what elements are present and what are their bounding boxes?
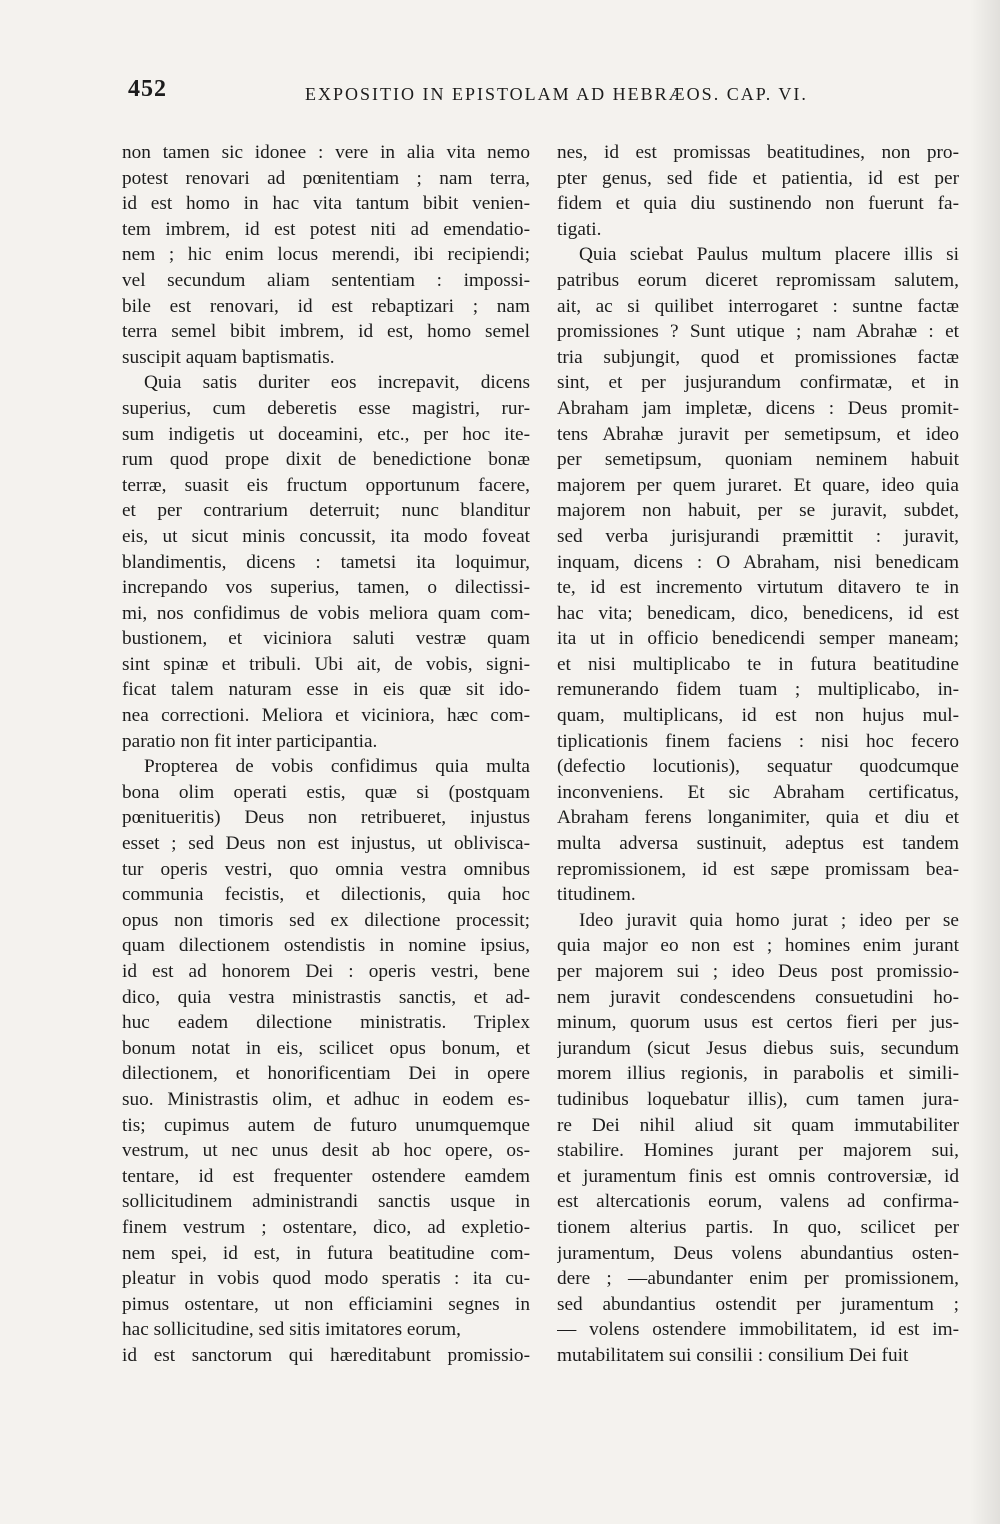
right-text-column xyxy=(557,140,959,1369)
text-line: hac vita; benedicam, dico, benedicens, id est xyxy=(557,602,959,624)
text-line: terra semel bibit imbrem, id est, homo semel xyxy=(122,321,530,343)
text-line: sed verba jurisjurandi præmittit : juravit, xyxy=(557,525,959,547)
text-line: inconveniens. Et sic Abraham certificatus, xyxy=(557,781,959,803)
text-line: potest renovari ad pœnitentiam ; nam terra, xyxy=(122,167,530,189)
running-title: EXPOSITIO IN EPISTOLAM AD HEBRÆOS. CAP. VI. xyxy=(305,84,808,104)
text-line: mutabilitatem sui consilii : consilium Dei fuit xyxy=(557,1344,909,1366)
text-line: tria subjungit, quod et promissiones factæ xyxy=(557,346,959,368)
text-line: remunerando fidem tuam ; multiplicabo, in- xyxy=(557,679,959,701)
text-line: repromissionem, id est sæpe promissam bea- xyxy=(557,858,959,880)
text-line: est altercationis eorum, valens ad confirma- xyxy=(557,1191,959,1213)
text-line: tur operis vestri, quo omnia vestra omnibus xyxy=(122,858,530,880)
text-line: et per contrarium deterruit; nunc blanditur xyxy=(122,500,530,522)
text-line: dere ; —abundanter enim per promissionem, xyxy=(557,1268,959,1290)
text-line: Ideo juravit quia homo jurat ; ideo per se xyxy=(579,909,959,931)
text-line: id est sanctorum qui hæreditabunt promissio- xyxy=(122,1344,530,1366)
text-line: ait, ac si quilibet interrogaret : suntne factæ xyxy=(557,295,959,317)
text-line: bile est renovari, id est rebaptizari ; nam xyxy=(122,295,530,317)
text-line: dico, quia vestra ministrastis sanctis, et ad- xyxy=(122,986,530,1008)
text-line: communia fecistis, et dilectionis, quia hoc xyxy=(122,884,530,906)
text-line: per majorem sui ; ideo Deus post promissio- xyxy=(557,961,959,982)
text-line: per semetipsum, quoniam neminem habuit xyxy=(557,449,959,471)
text-line: morem illius regionis, in parabolis et simili- xyxy=(557,1063,959,1085)
text-line: (defectio locutionis), sequatur quodcumque xyxy=(557,756,959,778)
text-line: pter genus, sed fide et patientia, id est per xyxy=(557,167,959,189)
text-line: re Dei nihil aliud sit quam immutabiliter xyxy=(557,1114,959,1136)
text-line: tigati. xyxy=(557,218,602,240)
text-line: eis, ut sicut minis concussit, ita modo foveat xyxy=(122,525,530,547)
text-line: pimus ostentare, ut non efficiamini segnes in xyxy=(122,1293,530,1315)
text-line: tudinibus loquebatur illis), cum tamen jura- xyxy=(557,1088,959,1110)
text-line: hac sollicitudine, sed sitis imitatores eorum, xyxy=(122,1319,461,1341)
text-line: Propterea de vobis confidimus quia multa xyxy=(144,756,530,778)
text-line: nem juravit condescendens consuetudini ho- xyxy=(557,986,959,1008)
text-line: vel secundum aliam sententiam : impossi- xyxy=(122,269,530,291)
text-line: quam, multiplicans, id est non hujus mul- xyxy=(557,705,959,727)
text-line: pœnitueritis) Deus non retribueret, injustus xyxy=(122,807,530,829)
text-line: — volens ostendere immobilitatem, id est im- xyxy=(557,1319,959,1341)
text-line: vestrum, ut nec unus desit ab hoc opere, os- xyxy=(122,1140,530,1162)
text-line: superius, cum deberetis esse magistri, rur- xyxy=(122,397,530,419)
text-line: nea correctioni. Meliora et viciniora, hæc com- xyxy=(122,705,530,727)
text-line: huc eadem dilectione ministratis. Triplex xyxy=(122,1012,530,1034)
text-line: sum indigetis ut doceamini, etc., per hoc ite- xyxy=(122,423,530,445)
text-line: id est homo in hac vita tantum bibit venien- xyxy=(122,193,530,215)
text-line: minum, quorum usus est certos fieri per jus- xyxy=(557,1012,959,1034)
text-line: finem vestrum ; ostentare, dico, ad expletio- xyxy=(122,1216,530,1238)
text-line: tionem alterius partis. In quo, scilicet per xyxy=(557,1216,959,1238)
text-line: bustionem, et viciniora saluti vestræ quam xyxy=(122,628,530,650)
page-edge-shadow xyxy=(970,0,1000,1524)
text-line: esset ; sed Deus non est injustus, ut oblivisca- xyxy=(122,833,530,855)
text-line: tentare, id est frequenter ostendere eamdem xyxy=(122,1165,530,1187)
text-line: et nisi multiplicabo te in futura beatitudine xyxy=(557,653,959,675)
text-line: tis; cupimus autem de futuro unumquemque xyxy=(122,1114,530,1136)
text-line: sed abundantius ostendit per juramentum ; xyxy=(557,1293,959,1315)
text-line: nem ; hic enim locus merendi, ibi recipiendi; xyxy=(122,244,530,266)
text-line: bona olim operati estis, quæ si (postquam xyxy=(122,781,530,803)
text-line: rum quod prope dixit de benedictione bonæ xyxy=(122,449,530,471)
text-line: tem imbrem, id est potest niti ad emendatio- xyxy=(122,218,530,240)
text-line: tens Abrahæ juravit per semetipsum, et ideo xyxy=(557,423,959,445)
text-line: juramentum, Deus volens abundantius osten- xyxy=(557,1242,959,1264)
text-line: mi, nos confidimus de vobis meliora quam com- xyxy=(122,602,530,624)
text-line: nes, id est promissas beatitudines, non pro- xyxy=(557,142,959,163)
text-line: jurandum (sicut Jesus diebus suis, secundum xyxy=(557,1037,959,1059)
text-line: Abraham ferens longanimiter, quia et diu et xyxy=(557,807,959,829)
text-line: ficat talem naturam esse in eis quæ sit ido- xyxy=(122,679,530,701)
text-line: Abraham jam impletæ, dicens : Deus promit- xyxy=(557,397,959,419)
text-line: bonum notat in eis, scilicet opus bonum, et xyxy=(122,1037,530,1059)
page-number: 452 xyxy=(128,76,167,102)
text-line: et juramentum finis est omnis controversiæ, id xyxy=(557,1165,959,1187)
left-text-column xyxy=(122,140,530,1369)
text-line: opus non timoris sed ex dilectione processit; xyxy=(122,909,530,931)
text-line: id est ad honorem Dei : operis vestri, bene xyxy=(122,961,530,982)
text-line: majorem per quem juraret. Et quare, ideo quia xyxy=(557,474,959,496)
text-line: te, id est incremento virtutum ditavero te in xyxy=(557,577,959,599)
text-line: non tamen sic idonee : vere in alia vita nemo xyxy=(122,142,530,163)
text-line: terræ, suasit eis fructum opportunum facere, xyxy=(122,474,530,496)
text-line: ita ut in officio benedicendi semper maneam; xyxy=(557,628,959,650)
text-line: Quia sciebat Paulus multum placere illis si xyxy=(579,244,959,266)
text-line: sint spinæ et tribuli. Ubi ait, de vobis, signi- xyxy=(122,653,530,675)
text-line: titudinem. xyxy=(557,884,636,906)
text-line: stabilire. Homines jurant per majorem sui, xyxy=(557,1140,959,1162)
text-line: blandimentis, dicens : tametsi ita loquimur, xyxy=(122,551,530,573)
text-line: quam dilectionem ostendistis in nomine ipsius, xyxy=(122,935,530,957)
text-line: sollicitudinem administrandi sanctis usque in xyxy=(122,1191,530,1213)
text-line: fidem et quia diu sustinendo non fuerunt fa- xyxy=(557,193,959,215)
text-line: increpando vos superius, tamen, o dilectissi- xyxy=(122,577,530,599)
text-line: paratio non fit inter participantia. xyxy=(122,730,378,752)
text-line: dilectionem, et honorificentiam Dei in opere xyxy=(122,1063,530,1085)
text-line: quia major eo non est ; homines enim jurant xyxy=(557,935,959,957)
text-line: inquam, dicens : O Abraham, nisi benedicam xyxy=(557,551,959,573)
text-line: pleatur in vobis quod modo speratis : ita cu- xyxy=(122,1268,530,1290)
text-line: majorem non habuit, per se juravit, subdet, xyxy=(557,500,959,522)
text-line: suscipit aquam baptismatis. xyxy=(122,346,335,368)
text-line: promissiones ? Sunt utique ; nam Abrahæ : et xyxy=(557,321,959,343)
text-line: tiplicationis finem faciens : nisi hoc fecero xyxy=(557,730,959,752)
text-line: sint, et per jusjurandum confirmatæ, et in xyxy=(557,372,959,394)
text-line: Quia satis duriter eos increpavit, dicens xyxy=(144,372,530,394)
text-line: multa adversa sustinuit, adeptus est tandem xyxy=(557,833,959,855)
text-line: patribus eorum diceret repromissam salutem, xyxy=(557,269,959,291)
text-line: suo. Ministrastis olim, et adhuc in eodem es- xyxy=(122,1088,530,1110)
text-line: nem spei, id est, in futura beatitudine com- xyxy=(122,1242,530,1264)
